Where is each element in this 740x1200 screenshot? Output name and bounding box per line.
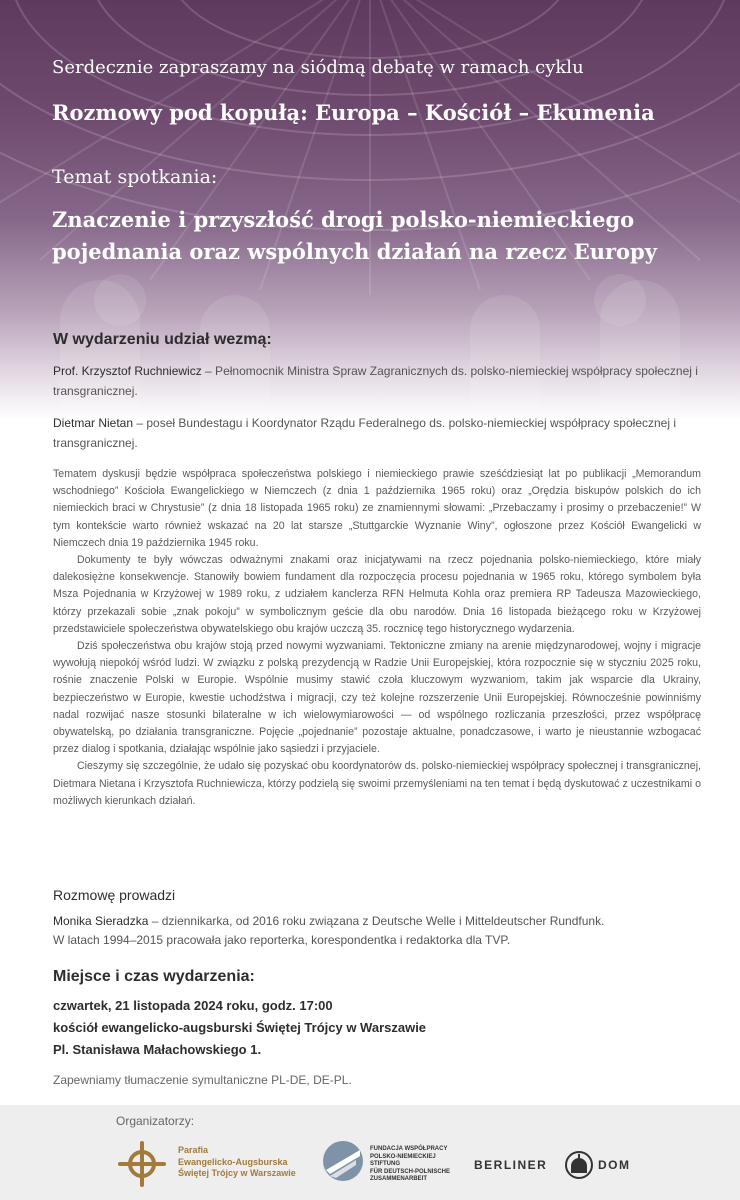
- invite-text: Serdecznie zapraszamy na siódmą debatę w ramach cyklu: [52, 57, 584, 78]
- parish-line: Parafia: [178, 1145, 209, 1155]
- place-heading: Miejsce i czas wydarzenia:: [53, 968, 255, 985]
- foundation-emblem-icon: [322, 1140, 364, 1182]
- foundation-line: ZUSAMMENARBEIT: [370, 1176, 427, 1182]
- event-venue: kościół ewangelicko-augsburski Świętej Trójcy w Warszawie: [53, 1020, 427, 1035]
- participant-role: – Pełnomocnik Ministra Spraw Zagranicznych ds. polsko-niemieckiej współpracy społecznej i transgranicznej.: [53, 364, 698, 398]
- parish-line: Ewangelicko-Augsburska: [178, 1156, 288, 1167]
- series-title: Rozmowy pod kopułą: Europa – Kościół – Ekumenia: [52, 100, 655, 125]
- place-details: [53, 995, 426, 1061]
- berliner-word: BERLINER: [474, 1158, 548, 1172]
- organizers-label: Organizatorzy:: [116, 1114, 195, 1128]
- moderator-info: [53, 912, 701, 950]
- description-text: [53, 466, 701, 810]
- participant-item: [53, 413, 701, 453]
- topic-line: Znaczenie i przyszłość drogi polsko-niemieckiego: [52, 207, 635, 232]
- parish-logo: [116, 1140, 306, 1188]
- hero-banner: [0, 0, 740, 420]
- event-date: czwartek, 21 listopada 2024 roku, godz. 17:00: [53, 998, 333, 1013]
- participant-item: [53, 361, 701, 401]
- moderator-line: W latach 1994–2015 pracowała jako reporterka, korespondentka i redaktorka dla TVP.: [53, 933, 511, 947]
- berliner-dom-logo: [474, 1148, 634, 1182]
- participant-name: Dietmar Nietan: [53, 416, 134, 430]
- dome-icon: [564, 1148, 594, 1182]
- foundation-line: STIFTUNG: [370, 1161, 400, 1167]
- paragraph: Tematem dyskusji będzie współpraca społeczeństwa polskiego i niemieckiego prawie sześćdziesiąt lat po publikacji „Memorandum wschodniego” Kościoła Ewangelickiego w Niemczech (z dnia 1 października 1965 roku) oraz „Orędzia biskupów polskich do ich niemieckich braci w Chrystusie” (z dnia 18 listopada 1965 roku) ze znamiennymi słowami: „Przebaczamy i prosimy o przebaczenie!” W tym kontekście warto również wskazać na 20 lat starsze „Stuttgarckie Wyznanie Winy”, ogłoszone przez Kościół Ewangelicki w Niemczech dnia 19 października 1945 roku.: [53, 468, 701, 549]
- participant-role: – poseł Bundestagu i Koordynator Rządu Federalnego ds. polsko-niemieckiej współpracy społecznej i transgranicznej.: [53, 416, 677, 450]
- participant-name: Prof. Krzysztof Ruchniewicz: [53, 364, 202, 378]
- participants-heading: W wydarzeniu udział wezmą:: [53, 331, 272, 348]
- foundation-line: FÜR DEUTSCH-POLNISCHE: [370, 1168, 451, 1175]
- moderator-name: Monika Sieradzka: [53, 914, 149, 928]
- paragraph: Dokumenty te były wówczas odważnymi znakami oraz inicjatywami na rzecz pojednania polsko-niemieckiego, które miały dalekosiężne konsekwencje. Stanowiły bowiem fundament dla rozpoczęcia procesu pojednania w 1965 roku, którego symbolem była Msza Pojednania w Krzyżowej w 1989 roku, z udziałem kanclerza RFN Helmuta Kohla oraz premiera RP Tadeusza Mazowieckiego, którzy przekazali sobie „znak pokoju” w symbolicznym geście dla obu narodów. Dnia 16 listopada bieżącego roku w Krzyżowej przedstawiciele społeczeństwa obywatelskiego obu krajów uczczą 35. rocznicę tego historycznego wydarzenia.: [53, 554, 701, 635]
- translation-note: Zapewniamy tłumaczenie symultaniczne PL-DE, DE-PL.: [53, 1073, 352, 1087]
- paragraph: Dziś społeczeństwa obu krajów stoją przed nowymi wyzwaniami. Tektoniczne zmiany na arenie międzynarodowej, wojny i migracje wywołują niepokój wśród ludzi. W związku z polską prezydencją w Radzie Unii Europejskiej, która rozpocznie się w styczniu 2025 roku, rośnie znaczenie Polski w Europie. Wspólnie musimy stawić czoła kluczowym wyzwaniom, takim jak wsparcie dla Ukrainy, bezpieczeństwo w Europie, kwestie uchodźstwa i migracji, czy też kolejne rozszerzenie Unii Europejskiej. Równocześnie powinniśmy nadal rozwijać nasze stosunki bilateralne w ich wielowymiarowości — od wspólnego rozliczania przeszłości, przez współpracę obywatelską, po działania transgraniczne. Pojęcie „pojednanie” pozostaje aktualne, ponadczasowe, i warto je nieustannie wzbogacać przez dialog i spotkania, działając wspólnie jako sąsiedzi i przyjaciele.: [53, 640, 701, 756]
- parish-line: Świętej Trójcy w Warszawie: [178, 1168, 296, 1178]
- paragraph: Cieszymy się szczególnie, że udało się pozyskać obu koordynatorów ds. polsko-niemieckiej współpracy społecznej i transgranicznej, Dietmara Nietana i Krzysztofa Ruchniewicza, którzy podzielą się swoimi przemyśleniami na ten temat i będą dyskutować z uczestnikami o możliwych kierunkach działań.: [53, 760, 701, 807]
- topic-line: pojednania oraz wspólnych działań na rzecz Europy: [52, 239, 657, 264]
- dom-word: DOM: [598, 1158, 631, 1172]
- topic-label: Temat spotkania:: [52, 166, 218, 188]
- topic-title: [52, 204, 722, 268]
- moderator-line: – dziennikarka, od 2016 roku związana z Deutsche Welle i Mitteldeutscher Rundfunk.: [148, 914, 605, 928]
- foundation-line: POLSKO-NIEMIECKIEJ: [370, 1153, 436, 1160]
- foundation-line: FUNDACJA WSPÓŁPRACY: [370, 1146, 448, 1152]
- moderator-heading: Rozmowę prowadzi: [53, 887, 176, 903]
- event-address: Pl. Stanisława Małachowskiego 1.: [53, 1042, 262, 1057]
- parish-cross-icon: [116, 1140, 168, 1188]
- foundation-logo: [322, 1140, 462, 1188]
